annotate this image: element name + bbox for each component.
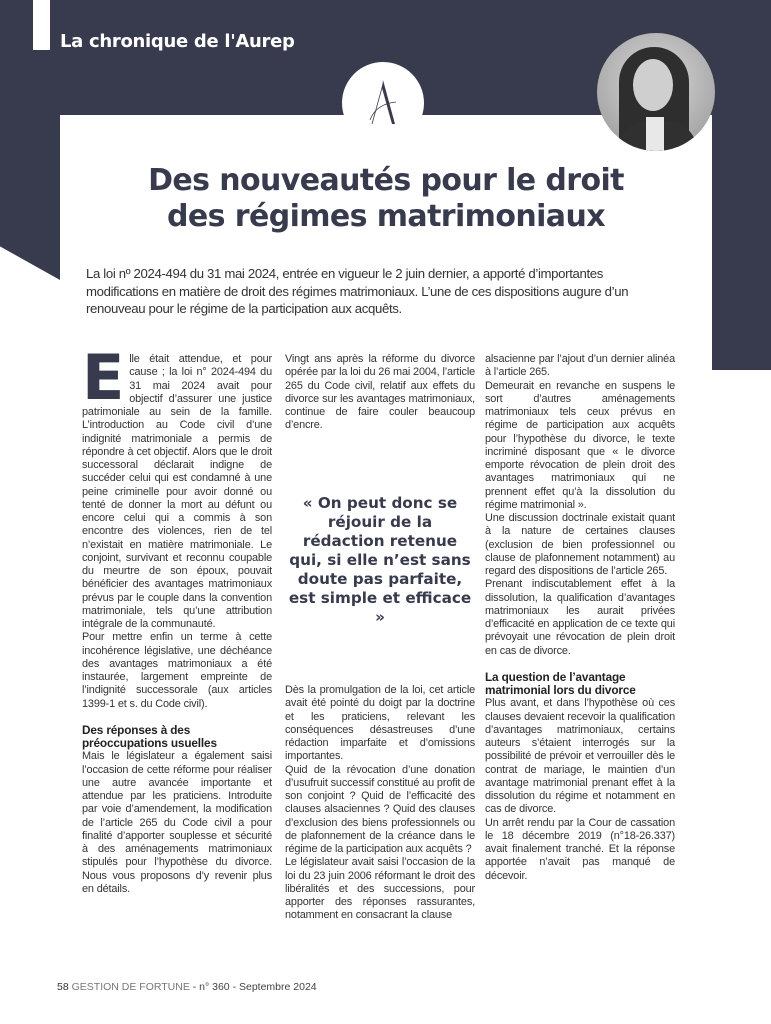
column-1 (82, 341, 272, 896)
paragraph: Un arrêt rendu par la Cour de cassation le 18 décembre 2019 (n°18-26.337) avait finalement tranché. Et la réponse apportée n’avait pas manqué de décevoir. (485, 816, 675, 882)
paragraph: lle était attendue, et pour cause ; la loi n° 2024-494 du 31 mai 2024 avait pour objectif d’assurer une justice patrimoniale au sein de la famille. L’introduction au Code civil d’une indignité matrimoniale a permis de répondre à cet objectif. Alors que le droit successoral déclarait indigne de succéder celui qui est condamné à une peine criminelle pour avoir donné ou tenté de donner la mort au défunt ou encore celui qui a commis à son encontre des violences, rien de tel n’existait en matière matrimoniale. Le conjoint, survivant et reconnu coupable du meurtre de son époux, pouvait bénéficier des avantages matrimoniaux prévus par le couple dans la convention matrimoniale, tels qu’une attribution intégrale de la communauté. (82, 353, 272, 630)
paragraph: Une discussion doctrinale existait quant à la nature de certaines clauses (exclusion de bien professionnel ou clause de plafonnement notamment) au regard des dispositions de l’article 265. (485, 512, 675, 577)
paragraph: Plus avant, et dans l’hypothèse où ces clauses devaient recevoir la qualification d’avantages matrimoniaux, certains auteurs s’étaient interrogés sur la possibilité de prévoir et verrouiller dès le contrat de mariage, le maintien d’un avantage matrimonial prenant effet à la dissolution du régime et notamment en cas de divorce. (485, 697, 675, 816)
issue-info: - n° 360 - Septembre 2024 (189, 981, 317, 993)
paragraph: alsacienne par l’ajout d’un dernier alinéa à l’article 265. (485, 353, 675, 379)
logo-a-icon (342, 62, 424, 144)
paragraph: Dès la promulgation de la loi, cet article avait été pointé du doigt par la doctrine et les praticiens, relevant les conséquences désastreuses d’une rédaction imparfaite et d’omissions importantes. (285, 684, 475, 763)
drop-cap: E (82, 341, 125, 414)
pull-quote: « On peut donc se réjouir de la rédaction retenue qui, si elle n’est sans doute pas parfaite, est simple et efficace » (288, 494, 472, 626)
rubric-bar (33, 0, 50, 50)
paragraph: Vingt ans après la réforme du divorce opérée par la loi du 26 mai 2004, l’article 265 du Code civil, relatif aux effets du divorce sur les avantages matrimoniaux, continue de faire couler beaucoup d’encre. (285, 353, 475, 432)
page-footer (57, 981, 317, 993)
column-2-top (285, 353, 475, 433)
paragraph: Pour mettre enfin un terme à cette incohérence législative, une déchéance des avantages matrimoniaux a été instaurée, largement empreinte de l’indignité successorale (aux articles 1399-1 et s. du Code civil). (82, 631, 272, 710)
paragraph: Demeurait en revanche en suspens le sort d’autres aménagements matrimoniaux tels ceux prévus en régime de participation aux acquêts pour l’hypothèse du divorce, le texte incriminé disposant que « le divorce emporte révocation de plein droit des avantages matrimoniaux qui ne prennent effet qu’à la dissolution du régime matrimonial ». (485, 379, 675, 511)
article-title: Des nouveautés pour le droit des régimes matrimoniaux (148, 163, 624, 234)
rubric-title: La chronique de l'Aurep (60, 31, 295, 52)
paragraph: Prenant indiscutablement effet à la dissolution, la qualification d’avantages matrimoniaux les aurait privées d’efficacité en application de ce texte qui prévoyait une révocation de plein droit en cas de divorce. (485, 578, 675, 657)
magazine-name: GESTION DE FORTUNE (71, 981, 190, 993)
left-decor (0, 0, 60, 280)
paragraph: Mais le législateur a également saisi l’occasion de cette réforme pour réaliser une autre avancée importante et attendue par les praticiens. Introduite par voie d’amendement, la modification de l’article 265 du Code civil a pour finalité d’apporter souplesse et sécurité à des aménagements matrimoniaux stipulés pour l’hypothèse du divorce. Nous vous proposons d’y revenir plus en détails. (82, 750, 272, 895)
column-2-bottom (285, 684, 475, 923)
aurep-logo (342, 62, 424, 144)
column-3 (485, 353, 675, 883)
section-heading: La question de l’avantage matrimonial lors du divorce (485, 669, 636, 698)
page-number: 58 (57, 981, 69, 993)
section-heading: Des réponses à des préoccupations usuelles (82, 722, 217, 751)
paragraph: Le législateur avait saisi l’occasion de la loi du 23 juin 2006 réformant le droit des libéralités et des successions, pour apporter des réponses rassurantes, notamment en consacrant la clause (285, 856, 475, 922)
author-photo (597, 33, 715, 151)
paragraph: Quid de la révocation d’une donation d’usufruit successif constitué au profit de son conjoint ? Quid de l’efficacité des clauses alsaciennes ? Quid des clauses d’exclusion des biens professionnels ou de plafonnement de la créance dans le régime de la participation aux acquêts ? (285, 763, 475, 855)
right-decor (712, 0, 771, 370)
article-lead: La loi nº 2024-494 du 31 mai 2024, entrée en vigueur le 2 juin dernier, a apporté d’importantes modifications en matière de droit des régimes matrimoniaux. L’une de ces dispositions augure d’un renouveau pour le régime de la participation aux acquêts. (86, 266, 629, 316)
